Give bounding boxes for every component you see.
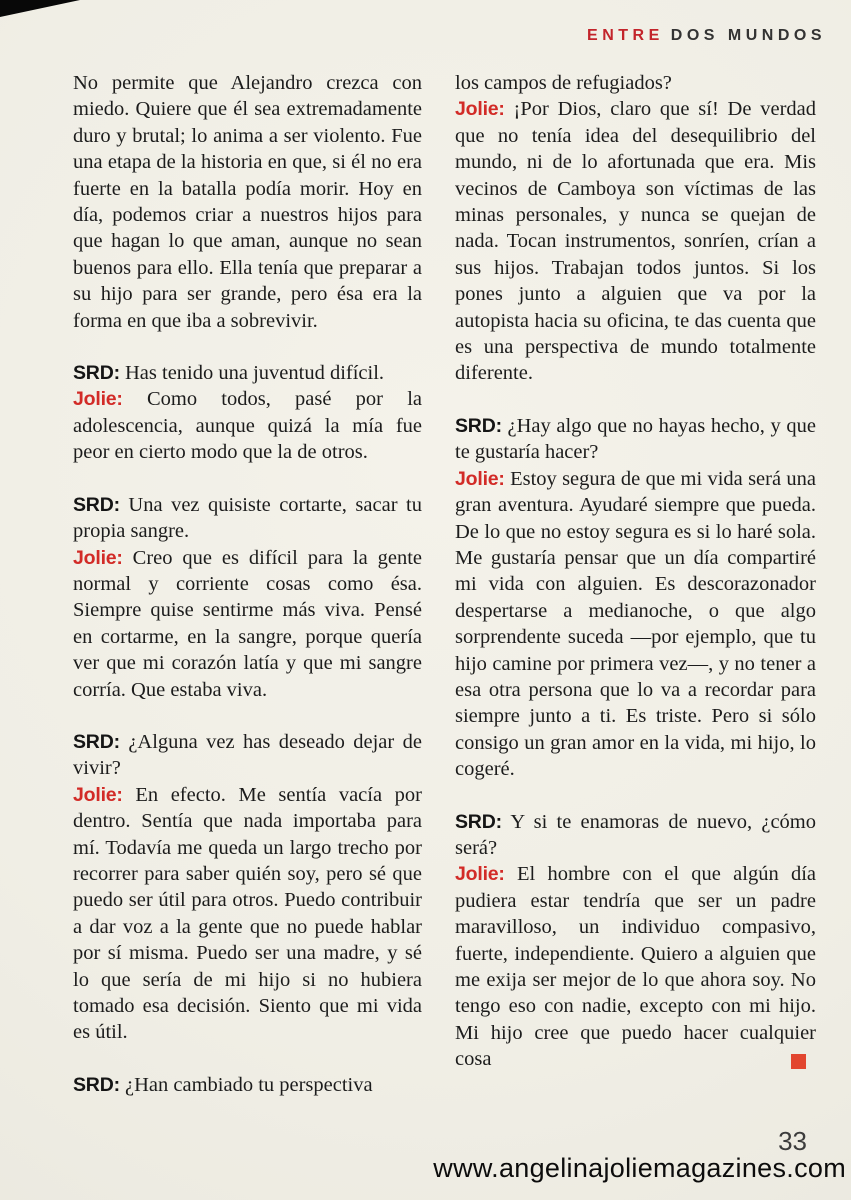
section-header-highlight: ENTRE [587, 27, 664, 44]
speaker-label-srd: SRD: [73, 730, 120, 753]
speaker-label-srd: SRD: [455, 810, 502, 833]
article-body [73, 70, 816, 1098]
scan-corner-artifact [0, 0, 80, 17]
qa-block [455, 809, 816, 1073]
qa-block [455, 413, 816, 783]
right-column [455, 70, 816, 1098]
section-header [587, 27, 826, 45]
qa-block [73, 492, 422, 703]
speaker-label-srd: SRD: [455, 414, 502, 437]
interviewer-question: SRD: Una vez quisiste cortarte, sacar tu propia sangre. [73, 493, 423, 543]
speaker-label-jolie: Jolie: [455, 467, 505, 490]
qa-block [73, 1072, 422, 1098]
speaker-label-jolie: Jolie: [73, 546, 123, 569]
interviewee-answer: Jolie: Creo que es difícil para la gente normal y corriente cosas como ésa. Siempre quise sentirme más viva. Pensé en cortarme, en la sangre, porque quería ver que mi corazón latía y que mi sangre corría. Que estaba viva. [73, 546, 422, 701]
qa-block [455, 70, 816, 387]
end-of-article-mark [791, 1054, 806, 1069]
speaker-label-srd: SRD: [73, 1073, 120, 1096]
section-header-rest: DOS MUNDOS [670, 27, 826, 44]
speaker-label-jolie: Jolie: [73, 783, 123, 806]
qa-block [73, 70, 422, 334]
speaker-label-srd: SRD: [73, 493, 120, 516]
qa-block [73, 729, 422, 1046]
interviewee-answer: Jolie: En efecto. Me sentía vacía por dentro. Sentía que nada importaba para mí. Todavía me queda un largo trecho por recorrer para saber quién soy, pero sé que puedo ser útil para otros. Puedo contribuir a dar voz a la gente que no puede hablar por sí misma. Puedo ser una madre, y sé lo que sería de mi hijo si no hubiera tomado esa decisión. Siento que mi vida es útil. [73, 783, 423, 1044]
interviewer-question: SRD: Has tenido una juventud difícil. [73, 362, 385, 385]
interviewee-answer: Jolie: Como todos, pasé por la adolescencia, aunque quizá la mía fue peor en cierto modo que la de otros. [73, 388, 423, 464]
interviewer-question: SRD: ¿Han cambiado tu perspectiva [73, 1073, 373, 1096]
body-paragraph: No permite que Alejandro crezca con miedo. Quiere que él sea extremadamente duro y brutal; lo anima a ser violento. Fue una etapa de la historia en que, si él no era fuerte en la batalla podía morir. Hoy en día, podemos criar a nuestros hijos para que hagan lo que aman, aunque no sean buenos para ello. Ella tenía que preparar a su hijo para ser grande, pero ésa era la forma en que iba a sobrevivir. [73, 72, 422, 332]
interviewee-answer: Jolie: El hombre con el que algún día pudiera estar tendría que ser un padre maravilloso, un individuo compasivo, fuerte, independiente. Quiero a alguien que me exija ser mejor de lo que ahora soy. No tengo eso con nadie, excepto con mi hijo. Mi hijo cree que puedo hacer cualquier cosa [455, 863, 817, 1071]
speaker-label-srd: SRD: [73, 362, 120, 385]
interviewer-question: SRD: Y si te enamoras de nuevo, ¿cómo será? [455, 810, 816, 859]
left-column [73, 70, 422, 1098]
page-number: 33 [778, 1126, 807, 1156]
interviewer-question: SRD: ¿Hay algo que no hayas hecho, y que te gustaría hacer? [455, 414, 816, 464]
speaker-label-jolie: Jolie: [455, 863, 505, 886]
watermark-url: www.angelinajoliemagazines.com [433, 1153, 846, 1183]
speaker-label-jolie: Jolie: [455, 98, 505, 121]
interviewer-question: SRD: ¿Alguna vez has deseado dejar de vivir? [73, 730, 423, 780]
body-paragraph: los campos de refugiados? [455, 72, 672, 94]
interviewee-answer: Jolie: Estoy segura de que mi vida será una gran aventura. Ayudaré siempre que pueda. De lo que no estoy segura es si lo haré sola. Me gustaría pensar que un día compartiré mi vida con alguien. Es descorazonador despertarse a medianoche, o que algo sorprendente suceda —por ejemplo, que tu hijo camine por primera vez—, y no tener a esa otra persona que lo va a recordar para siempre junto a ti. Es triste. Pero si sólo consigo un gran amor en la vida, mi hijo, lo cogeré. [455, 467, 817, 781]
qa-block [73, 360, 422, 466]
interviewee-answer: Jolie: ¡Por Dios, claro que sí! De verdad que no tenía idea del desequilibrio del mundo, ni de lo afortunada que era. Mis vecinos de Camboya son víctimas de las minas personales, y nunca se quejan de nada. Tocan instrumentos, sonríen, crían a sus hijos. Trabajan todos juntos. Si los pones junto a alguien que va por la autopista hacia su oficina, te das cuenta que es una perspectiva de mundo totalmente diferente. [455, 98, 816, 385]
speaker-label-jolie: Jolie: [73, 388, 123, 411]
